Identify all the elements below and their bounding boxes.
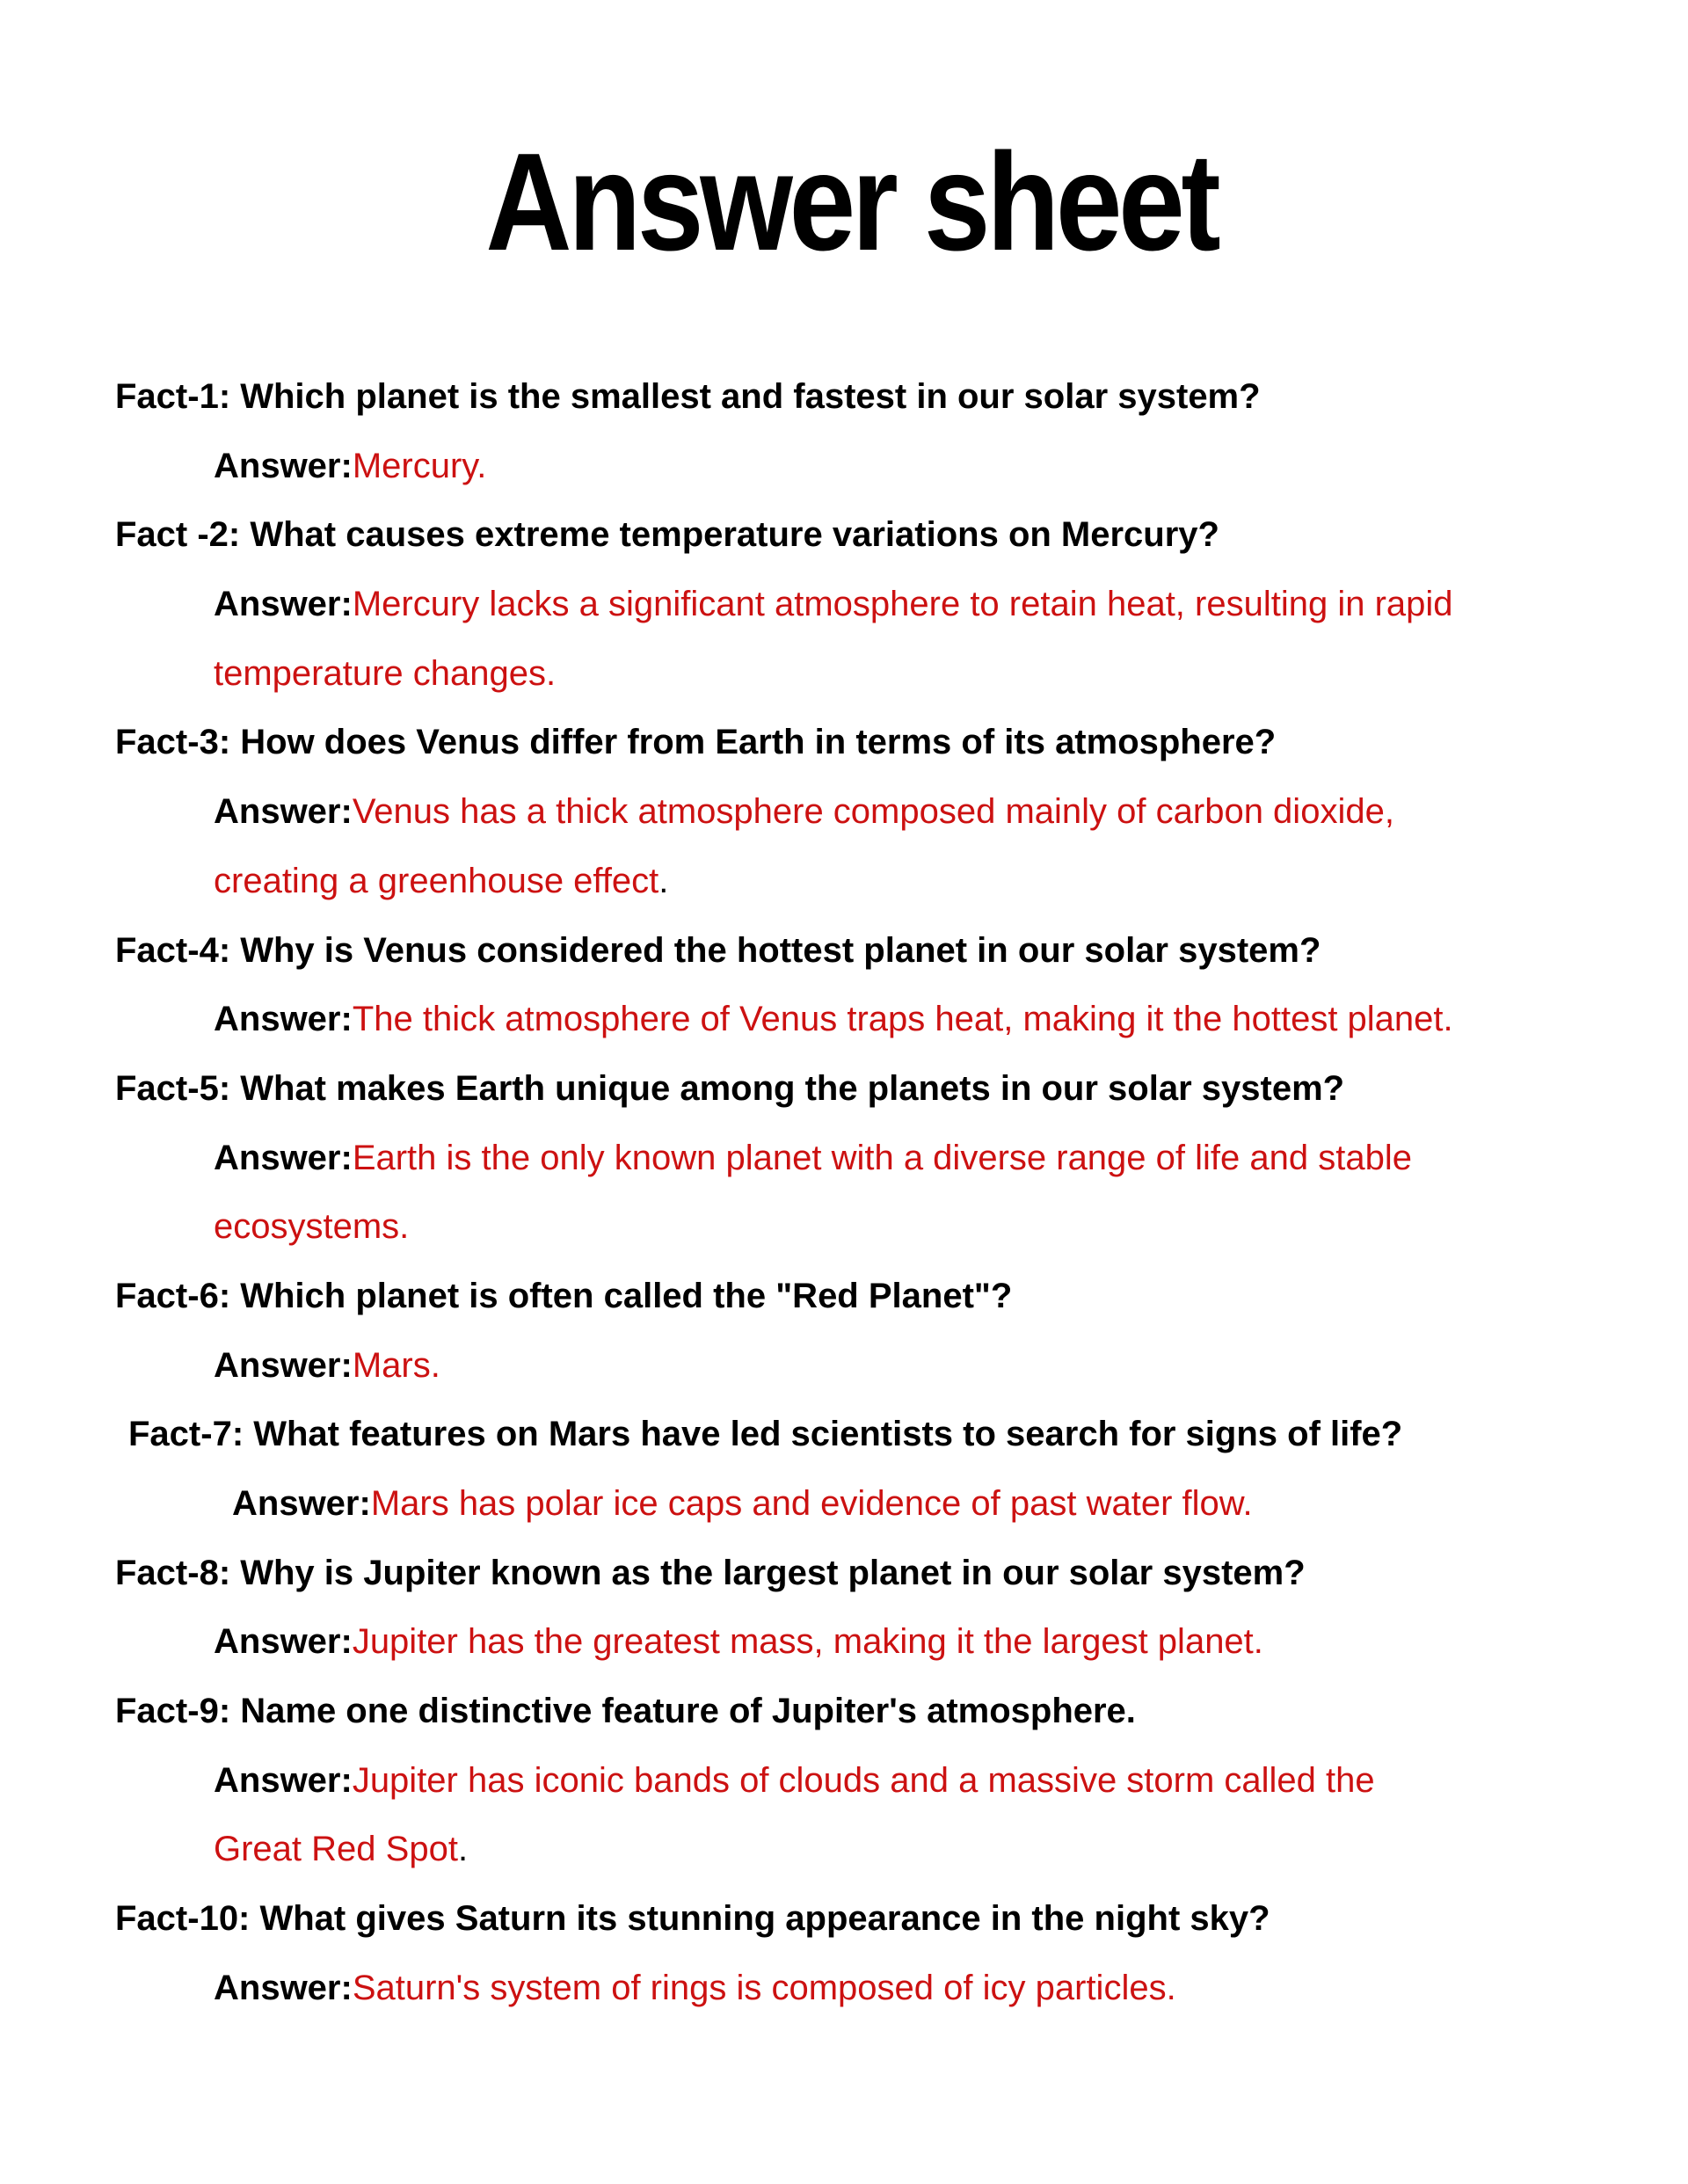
fact-answer-continuation xyxy=(115,1192,1610,1262)
answer-label: Answer: xyxy=(214,1345,353,1385)
fact-answer xyxy=(115,1469,1610,1539)
answer-text: The thick atmosphere of Venus traps heat, making it the hottest planet. xyxy=(352,1000,1453,1039)
answer-text: Mercury lacks a significant atmosphere to retain heat, resulting in rapid xyxy=(352,585,1453,624)
fact-answer xyxy=(115,432,1610,501)
fact-question: Fact -2: What causes extreme temperature variations on Mercury? xyxy=(115,515,1219,555)
fact-answer-continuation xyxy=(115,847,1610,916)
answer-label: Answer: xyxy=(214,792,353,832)
answer-text: Venus has a thick atmosphere composed mainly of carbon dioxide, xyxy=(352,792,1394,832)
fact-question: Fact-10: What gives Saturn its stunning appearance in the night sky? xyxy=(115,1899,1270,1939)
fact-answer xyxy=(115,570,1610,639)
fact-question: Fact-4: Why is Venus considered the hottest planet in our solar system? xyxy=(115,930,1321,970)
fact-question: Fact-9: Name one distinctive feature of Jupiter's atmosphere. xyxy=(115,1692,1136,1731)
answer-text: Earth is the only known planet with a diverse range of life and stable xyxy=(352,1138,1412,1177)
fact-question: Fact-6: Which planet is often called the "Red Planet"? xyxy=(115,1276,1013,1315)
answer-period: . xyxy=(457,1830,469,1869)
answer-text: Great Red Spot xyxy=(214,1830,458,1869)
fact-question: Fact-1: Which planet is the smallest and fastest in our solar system? xyxy=(115,377,1261,416)
fact-question: Fact-5: What makes Earth unique among the planets in our solar system? xyxy=(115,1068,1345,1108)
page-title: Answer sheet xyxy=(485,125,1218,280)
answer-text: creating a greenhouse effect xyxy=(214,861,659,900)
answer-text: Mars. xyxy=(352,1345,440,1385)
answer-label: Answer: xyxy=(214,585,353,624)
answer-text: Jupiter has the greatest mass, making it the largest planet. xyxy=(352,1622,1263,1662)
fact-question: Fact-3: How does Venus differ from Earth in terms of its atmosphere? xyxy=(115,723,1277,762)
fact-answer xyxy=(115,1607,1610,1677)
answer-label: Answer: xyxy=(214,1622,353,1662)
answer-text: Saturn's system of rings is composed of icy particles. xyxy=(352,1968,1176,2007)
fact-answer xyxy=(115,1124,1610,1193)
answer-label: Answer: xyxy=(214,1000,353,1039)
answer-text: Mars has polar ice caps and evidence of past water flow. xyxy=(370,1484,1253,1523)
fact-list xyxy=(115,362,1610,2023)
fact-answer-continuation xyxy=(115,639,1610,709)
answer-text: Mercury. xyxy=(352,446,487,485)
answer-label: Answer: xyxy=(214,1968,353,2007)
fact-question: Fact-8: Why is Jupiter known as the largest planet in our solar system? xyxy=(115,1553,1306,1592)
answer-label: Answer: xyxy=(214,446,353,485)
fact-answer xyxy=(115,985,1610,1054)
answer-text: temperature changes. xyxy=(214,653,557,693)
fact-question: Fact-7: What features on Mars have led scientists to search for signs of life? xyxy=(128,1415,1403,1454)
answer-text: Jupiter has iconic bands of clouds and a massive storm called the xyxy=(352,1760,1375,1800)
answer-period: . xyxy=(658,861,669,900)
answer-label: Answer: xyxy=(214,1760,353,1800)
answer-label: Answer: xyxy=(232,1484,371,1523)
fact-answer-continuation xyxy=(115,1815,1610,1884)
fact-answer xyxy=(115,1331,1610,1401)
fact-answer xyxy=(115,1954,1610,2023)
answer-label: Answer: xyxy=(214,1138,353,1177)
fact-answer xyxy=(115,777,1610,847)
answer-text: ecosystems. xyxy=(214,1207,410,1247)
fact-answer xyxy=(115,1746,1610,1816)
